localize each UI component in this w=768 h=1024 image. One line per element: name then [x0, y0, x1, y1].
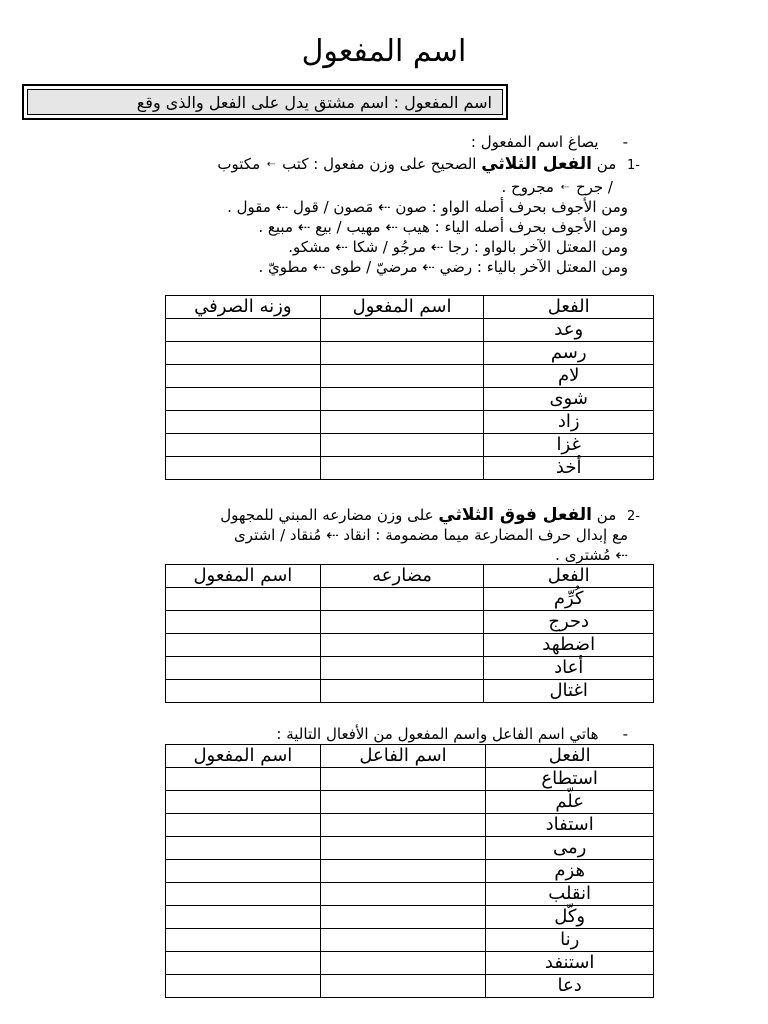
table-row — [166, 906, 654, 929]
answer-cell[interactable] — [320, 657, 484, 680]
answer-cell[interactable] — [320, 680, 484, 703]
answer-cell[interactable] — [320, 342, 484, 365]
table-row — [166, 588, 654, 611]
verb-cell: غزا — [484, 434, 654, 457]
item1-bold-term: الفعل الثلاثي — [481, 154, 592, 174]
table-row — [166, 883, 654, 906]
answer-cell[interactable] — [166, 588, 321, 611]
column-header: مضارعه — [320, 565, 484, 588]
answer-cell[interactable] — [166, 883, 321, 906]
item1-rule: الصحيح على وزن مفعول : كتب — [282, 155, 477, 173]
answer-cell[interactable] — [166, 929, 321, 952]
answer-cell[interactable] — [166, 657, 321, 680]
answer-cell[interactable] — [166, 768, 321, 791]
section2-bold-term: الفعل فوق الثلاثي — [438, 505, 592, 525]
answer-cell[interactable] — [320, 611, 484, 634]
table-row — [166, 657, 654, 680]
arrow-icon: ⇠ — [560, 182, 570, 193]
column-header: اسم المفعول — [166, 745, 321, 768]
arrow-icon: ⇠ — [266, 159, 276, 170]
definition-text: اسم المفعول : اسم مشتق يدل على الفعل والذى وقع — [27, 89, 503, 115]
table-row — [166, 680, 654, 703]
section1-line4: ومن الأجوف بحرف أصله الياء : هيب ⇠ مهيب / بيع ⇠ مبيع . — [258, 218, 628, 236]
verb-cell: اغتال — [484, 680, 654, 703]
verb-cell: وعد — [484, 319, 654, 342]
verb-cell: دعا — [486, 975, 654, 998]
answer-cell[interactable] — [166, 434, 321, 457]
answer-cell[interactable] — [320, 929, 486, 952]
column-header: اسم المفعول — [320, 296, 484, 319]
answer-cell[interactable] — [320, 634, 484, 657]
item1-line2-b: مجروح . — [501, 178, 554, 196]
answer-cell[interactable] — [320, 814, 486, 837]
table-row — [166, 434, 654, 457]
table-row — [166, 634, 654, 657]
answer-cell[interactable] — [320, 319, 484, 342]
section1-intro-line — [471, 132, 628, 152]
verb-cell: كُرِّم — [484, 588, 654, 611]
verb-cell: زاد — [484, 411, 654, 434]
verb-cell: رمى — [486, 837, 654, 860]
table-header-row — [166, 296, 654, 319]
section1-line3: ومن الأجوف بحرف أصله الواو : صون ⇠ مَصون / قول ⇠ مقول . — [227, 198, 628, 216]
answer-cell[interactable] — [320, 975, 486, 998]
table-row — [166, 411, 654, 434]
table-verbs-1 — [165, 295, 654, 480]
verb-cell: علّم — [486, 791, 654, 814]
answer-cell[interactable] — [166, 388, 321, 411]
answer-cell[interactable] — [320, 388, 484, 411]
table-row — [166, 457, 654, 480]
item1-from: من — [596, 155, 617, 173]
section1-item1-line — [217, 154, 640, 176]
verb-cell: انقلب — [486, 883, 654, 906]
verb-cell: شوى — [484, 388, 654, 411]
verb-cell: اضطهد — [484, 634, 654, 657]
section2-from: من — [596, 506, 617, 524]
answer-cell[interactable] — [166, 411, 321, 434]
column-header: الفعل — [484, 296, 654, 319]
verb-cell: رسم — [484, 342, 654, 365]
answer-cell[interactable] — [166, 611, 321, 634]
answer-cell[interactable] — [166, 457, 321, 480]
verb-cell: أخذ — [484, 457, 654, 480]
table-row — [166, 814, 654, 837]
answer-cell[interactable] — [320, 457, 484, 480]
section1-bullet: - — [622, 133, 628, 151]
section2-line1 — [220, 505, 640, 527]
answer-cell[interactable] — [320, 837, 486, 860]
table-verbs-2 — [165, 564, 654, 703]
definition-box — [22, 84, 508, 120]
answer-cell[interactable] — [320, 411, 484, 434]
section2-line3: ⇠ مُشترى . — [555, 546, 628, 564]
answer-cell[interactable] — [320, 860, 486, 883]
answer-cell[interactable] — [320, 883, 486, 906]
table-row — [166, 365, 654, 388]
table-row — [166, 768, 654, 791]
verb-cell: أعاد — [484, 657, 654, 680]
section3-line — [276, 724, 628, 744]
verb-cell: لام — [484, 365, 654, 388]
section1-line5: ومن المعتل الآخر بالواو : رجا ⇠ مرجُو / شكا ⇠ مشكو. — [288, 238, 628, 256]
answer-cell[interactable] — [166, 319, 321, 342]
section2-number: -2 — [627, 509, 640, 524]
answer-cell[interactable] — [166, 906, 321, 929]
answer-cell[interactable] — [166, 860, 321, 883]
table-row — [166, 388, 654, 411]
answer-cell[interactable] — [320, 952, 486, 975]
table-row — [166, 342, 654, 365]
column-header: اسم الفاعل — [320, 745, 486, 768]
answer-cell[interactable] — [166, 365, 321, 388]
answer-cell[interactable] — [166, 975, 321, 998]
answer-cell[interactable] — [320, 365, 484, 388]
verb-cell: دحرج — [484, 611, 654, 634]
answer-cell[interactable] — [320, 588, 484, 611]
answer-cell[interactable] — [166, 634, 321, 657]
table-row — [166, 860, 654, 883]
item1-line2-a: / جرح — [575, 178, 613, 196]
table-header-row — [166, 565, 654, 588]
table-row — [166, 929, 654, 952]
column-header: وزنه الصرفي — [166, 296, 321, 319]
answer-cell[interactable] — [320, 768, 486, 791]
section3-bullet: - — [622, 725, 628, 743]
item1-number: -1 — [627, 158, 640, 173]
answer-cell[interactable] — [166, 342, 321, 365]
item1-example: مكتوب — [217, 155, 261, 173]
answer-cell[interactable] — [166, 791, 321, 814]
column-header: الفعل — [486, 745, 654, 768]
table-header-row — [166, 745, 654, 768]
answer-cell[interactable] — [166, 837, 321, 860]
page-title: اسم المفعول — [301, 34, 467, 69]
verb-cell: رنا — [486, 929, 654, 952]
section2-line2: مع إبدال حرف المضارعة ميما مضمومة : انقاد ⇠ مُنقاد / اشترى — [234, 526, 628, 544]
column-header: الفعل — [484, 565, 654, 588]
answer-cell[interactable] — [166, 680, 321, 703]
section1-line6: ومن المعتل الآخر بالياء : رضي ⇠ مرضيّ / طوى ⇠ مطويّ . — [258, 258, 628, 276]
verb-cell: هزم — [486, 860, 654, 883]
answer-cell[interactable] — [320, 434, 484, 457]
column-header: اسم المفعول — [166, 565, 321, 588]
section1-item1-line2 — [502, 177, 613, 198]
section3-text: هاتي اسم الفاعل واسم المفعول من الأفعال التالية : — [276, 725, 599, 743]
section2-rule: على وزن مضارعه المبني للمجهول — [220, 506, 434, 524]
answer-cell[interactable] — [166, 952, 321, 975]
section1-intro: يصاغ اسم المفعول : — [470, 133, 599, 151]
table-row — [166, 791, 654, 814]
table-row — [166, 975, 654, 998]
answer-cell[interactable] — [320, 791, 486, 814]
answer-cell[interactable] — [166, 814, 321, 837]
table-verbs-3 — [165, 744, 654, 998]
table-row — [166, 837, 654, 860]
verb-cell: استنفد — [486, 952, 654, 975]
table-row — [166, 611, 654, 634]
answer-cell[interactable] — [320, 906, 486, 929]
verb-cell: وكّل — [486, 906, 654, 929]
verb-cell: استفاد — [486, 814, 654, 837]
verb-cell: استطاع — [486, 768, 654, 791]
table-row — [166, 319, 654, 342]
table-row — [166, 952, 654, 975]
